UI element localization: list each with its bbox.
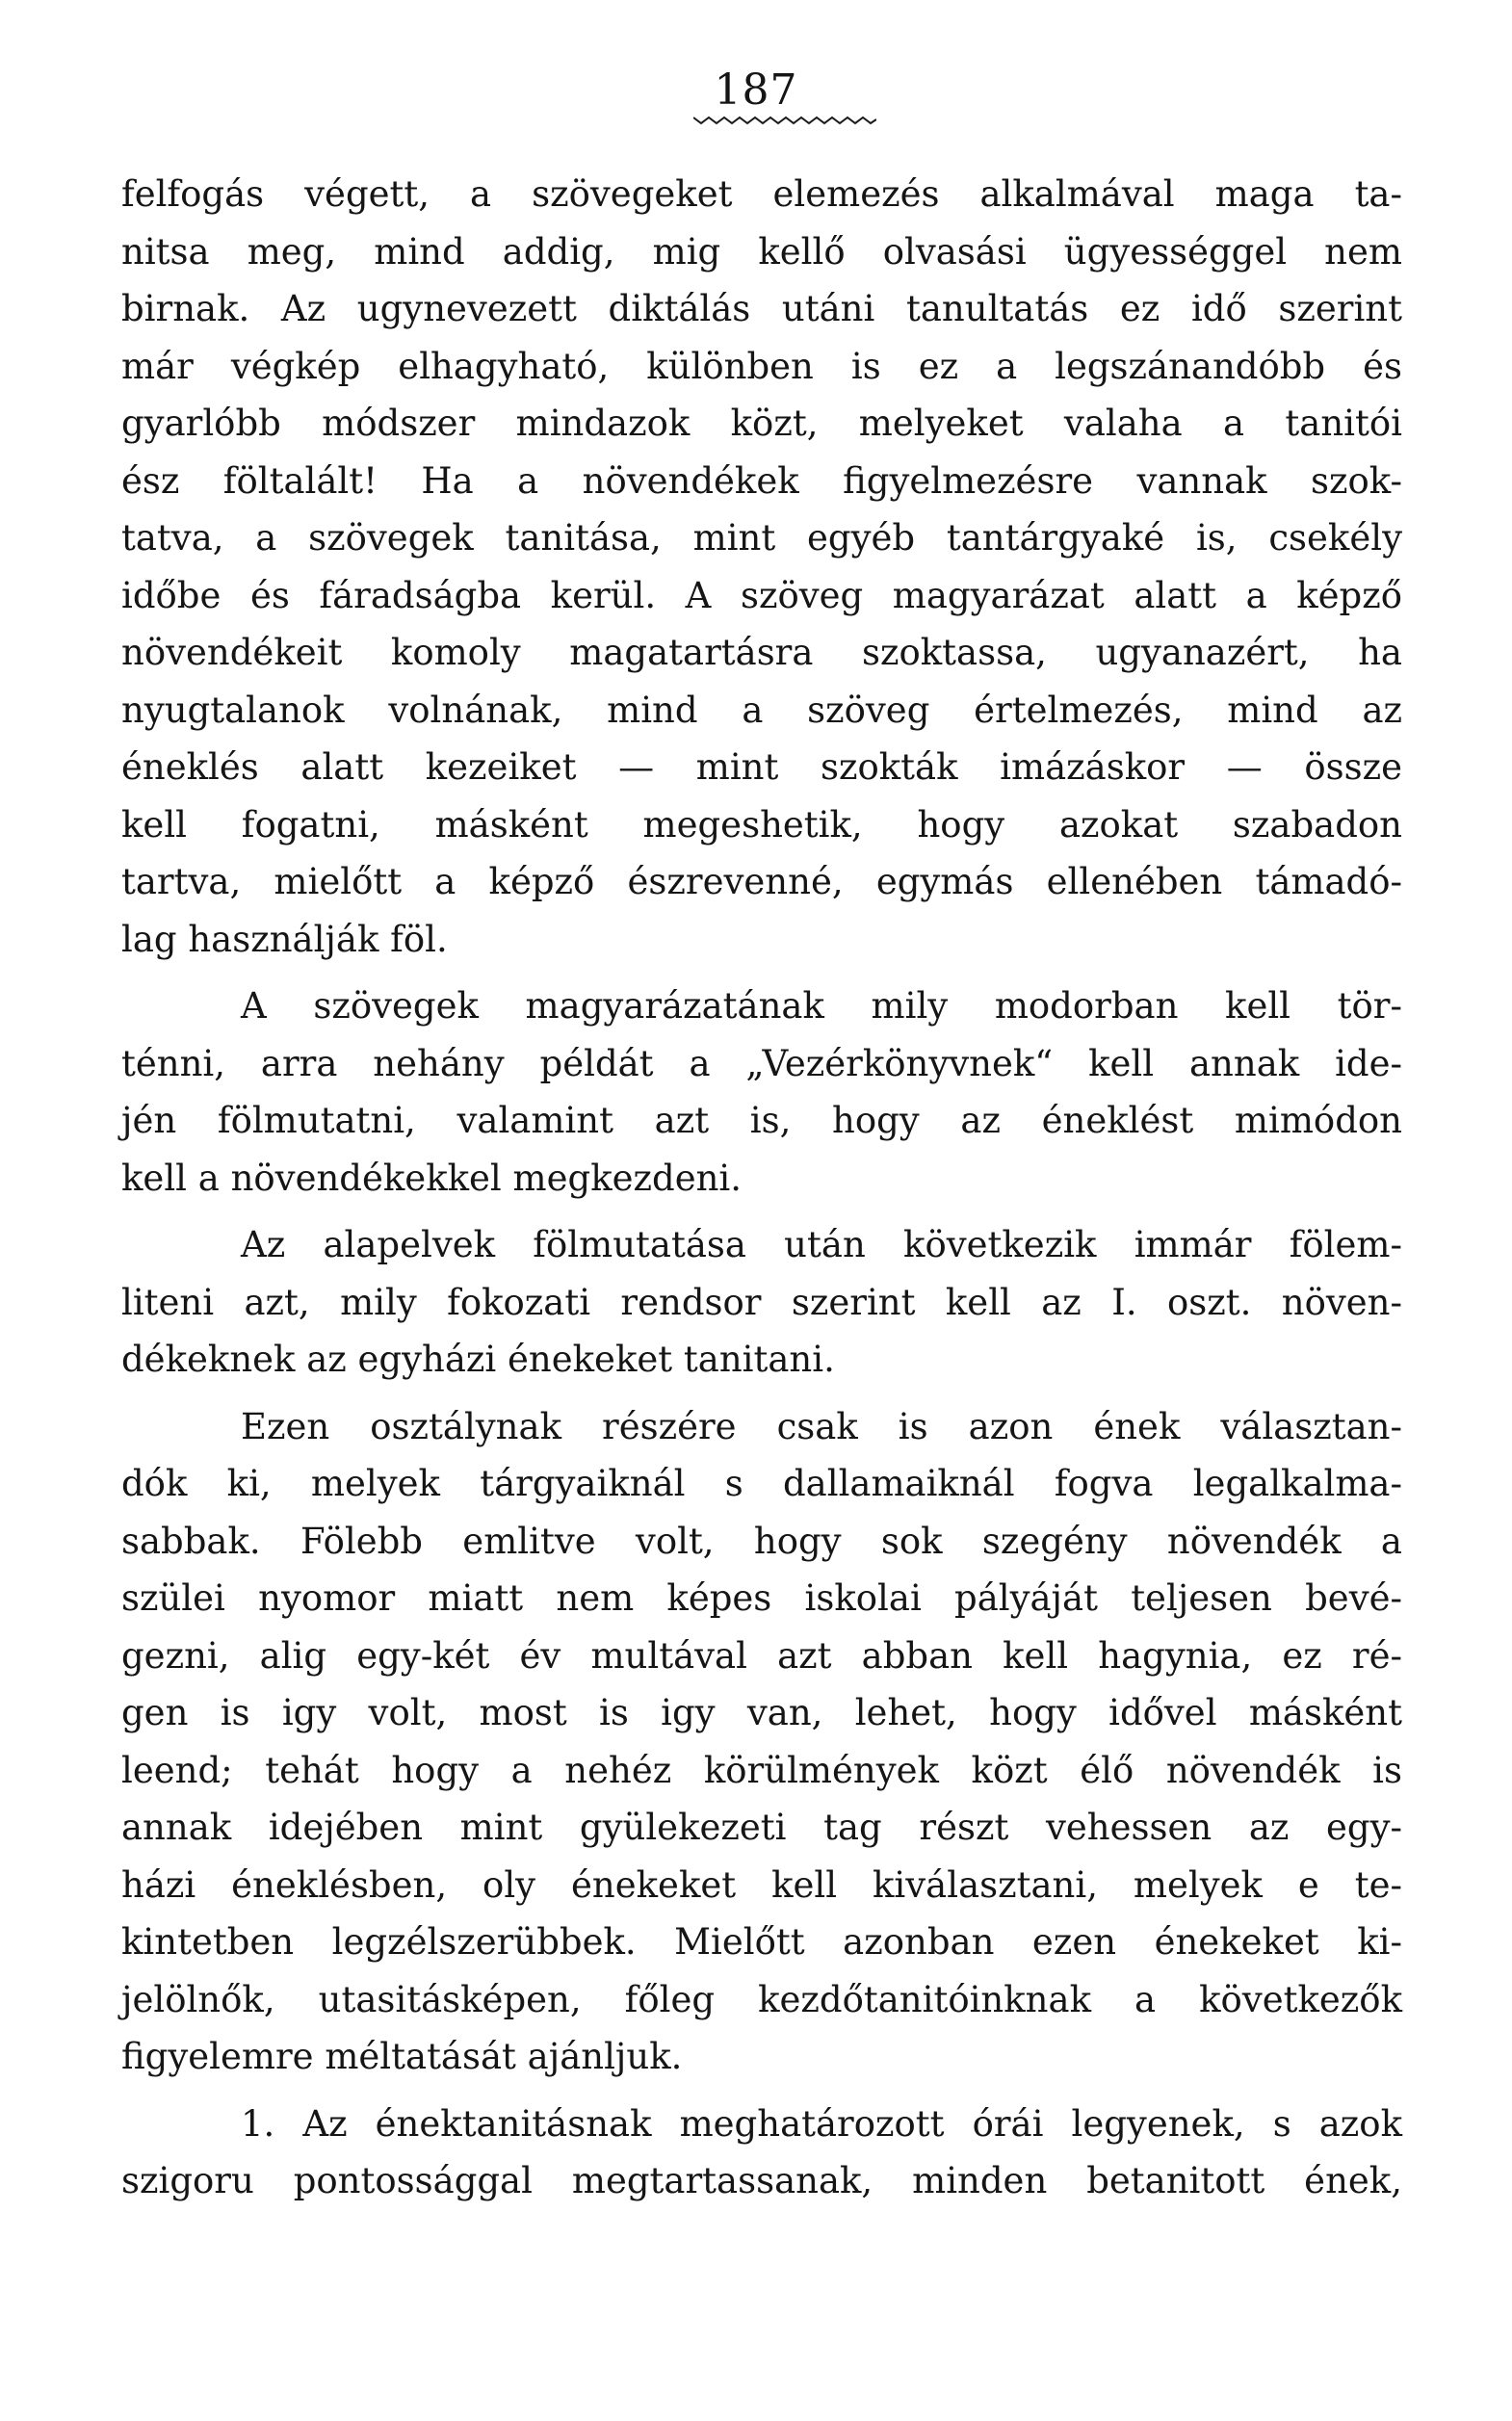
text-line: gezni, alig egy-két év multával azt abban kell hagynia, ez ré- [121, 1634, 1402, 1677]
text-line: ész föltalált! Ha a növendékek figyelmezésre vannak szok- [121, 459, 1402, 502]
text-line: sabbak. Fölebb emlitve volt, hogy sok szegény növendék a [121, 1520, 1402, 1562]
text-line: szülei nyomor miatt nem képes iskolai pályáját teljesen bevé- [121, 1577, 1402, 1619]
text-line: dékeknek az egyházi énekeket tanitani. [121, 1339, 835, 1380]
paragraph-gap [121, 968, 1402, 977]
text-line: kell a növendékekkel megkezdeni. [121, 1157, 743, 1199]
text-line: szigoru pontossággal megtartassanak, minden betanitott ének, [121, 2160, 1402, 2201]
text-line: nitsa meg, mind addig, mig kellő olvasási ügyességgel nem [121, 230, 1402, 273]
text-line: ténni, arra nehány példát a „Vezérkönyvnek“ kell annak ide- [121, 1042, 1402, 1084]
text-line: A szövegek magyarázatának mily modorban kell tör- [241, 985, 1402, 1027]
paragraph-gap [121, 2086, 1402, 2096]
text-line: figyelemre méltatását ajánljuk. [121, 2036, 683, 2077]
text-line: éneklés alatt kezeiket — mint szokták imázáskor — össze [121, 746, 1402, 788]
text-line: leend; tehát hogy a nehéz körülmények közt élő növendék is [121, 1749, 1402, 1791]
paragraph [121, 2096, 1402, 2210]
text-line: időbe és fáradságba kerül. A szöveg magyarázat alatt a képző [121, 574, 1402, 616]
paragraph-gap [121, 1207, 1402, 1216]
paragraph-gap [121, 1389, 1402, 1398]
text-line: kell fogatni, másként megeshetik, hogy azokat szabadon [121, 803, 1402, 846]
text-line: tatva, a szövegek tanitása, mint egyéb tantárgyaké is, csekély [121, 517, 1402, 559]
text-line: kintetben legzélszerübbek. Mielőtt azonban ezen énekeket ki- [121, 1921, 1402, 1963]
text-line: tartva, mielőtt a képző észrevenné, egymás ellenében támadó- [121, 861, 1402, 902]
text-line: 1. Az énektanitásnak meghatározott órái legyenek, s azok [241, 2102, 1402, 2145]
text-line: jén fölmutatni, valamint azt is, hogy az éneklést mimódon [121, 1100, 1402, 1141]
text-line: lag használják föl. [121, 918, 448, 960]
text-line: házi éneklésben, oly énekeket kell kiválasztani, melyek e te- [121, 1863, 1402, 1906]
text-line: felfogás végett, a szövegeket elemezés alkalmával maga ta- [121, 173, 1402, 215]
page-number: 187 [714, 65, 798, 115]
text-line: birnak. Az ugynevezett diktálás utáni tanultatás ez idő szerint [121, 288, 1402, 329]
body-text [121, 166, 1402, 2210]
text-line: Ezen osztálynak részére csak is azon ének választan- [241, 1405, 1402, 1447]
paragraph [121, 1398, 1402, 2086]
paragraph [121, 977, 1402, 1207]
paragraph [121, 1216, 1402, 1389]
text-line: dók ki, melyek tárgyaiknál s dallamaiknál fogva legalkalma- [121, 1463, 1402, 1504]
text-line: növendékeit komoly magatartásra szoktassa, ugyanazért, ha [121, 632, 1402, 673]
text-line: Az alapelvek fölmutatása után következik immár fölem- [241, 1224, 1402, 1265]
text-line: gyarlóbb módszer mindazok közt, melyeket valaha a tanitói [121, 403, 1402, 444]
text-line: nyugtalanok volnának, mind a szöveg értelmezés, mind az [121, 689, 1402, 731]
text-line: liteni azt, mily fokozati rendsor szerint kell az I. oszt. növen- [121, 1281, 1402, 1323]
text-line: jelölnők, utasitásképen, főleg kezdőtanitóinknak a következők [121, 1978, 1402, 2020]
paragraph [121, 166, 1402, 968]
text-line: már végkép elhagyható, különben is ez a legszánandóbb és [121, 345, 1402, 387]
text-line: annak idejében mint gyülekezeti tag részt vehessen az egy- [121, 1807, 1402, 1848]
page-number-ornament [693, 114, 876, 125]
text-line: gen is igy volt, most is igy van, lehet, hogy idővel másként [121, 1692, 1402, 1733]
